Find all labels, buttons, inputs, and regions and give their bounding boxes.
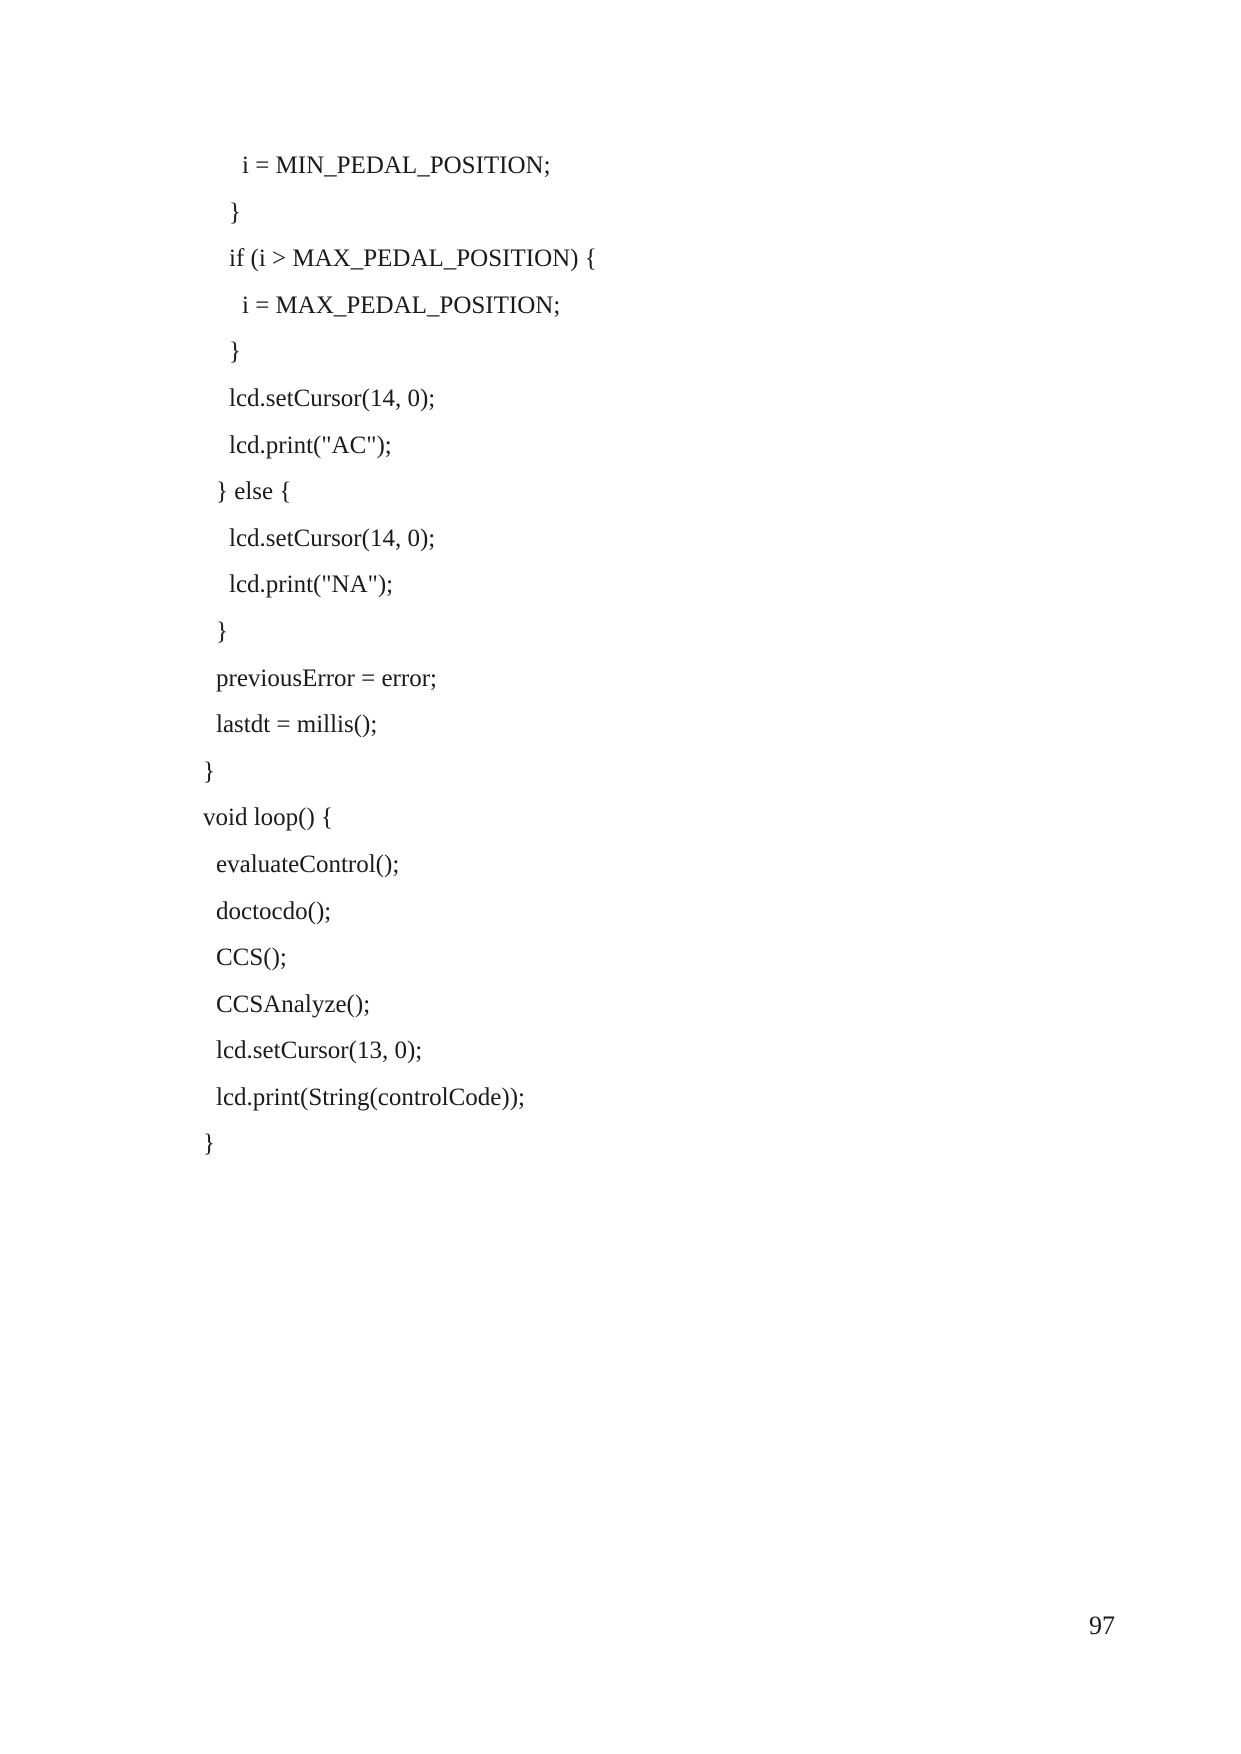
code-line: } — [216, 617, 228, 645]
code-line: lcd.setCursor(13, 0); — [216, 1037, 423, 1065]
code-line: lcd.print(String(controlCode)); — [216, 1083, 525, 1111]
code-line: lcd.setCursor(14, 0); — [229, 524, 436, 552]
page-number: 97 — [1089, 1611, 1115, 1640]
code-line: i = MIN_PEDAL_POSITION; — [242, 152, 551, 179]
code-listing — [203, 143, 597, 1168]
code-line: previousError = error; — [216, 664, 437, 692]
code-line: lcd.setCursor(14, 0); — [229, 384, 436, 412]
code-line: } — [203, 757, 215, 785]
code-line: lastdt = millis(); — [216, 711, 378, 739]
code-line: evaluateControl(); — [216, 850, 400, 878]
code-line: doctocdo(); — [216, 897, 332, 925]
code-line: CCS(); — [216, 944, 287, 972]
code-line: if (i > MAX_PEDAL_POSITION) { — [229, 245, 597, 273]
code-line: CCSAnalyze(); — [216, 990, 371, 1018]
code-line: } else { — [216, 478, 292, 506]
code-line: } — [229, 338, 241, 366]
code-line: void loop() { — [203, 804, 334, 832]
code-line: } — [229, 198, 241, 226]
code-line: } — [203, 1130, 215, 1158]
code-line: lcd.print("NA"); — [229, 571, 394, 599]
code-line: lcd.print("AC"); — [229, 431, 392, 459]
code-line: i = MAX_PEDAL_POSITION; — [242, 291, 561, 319]
